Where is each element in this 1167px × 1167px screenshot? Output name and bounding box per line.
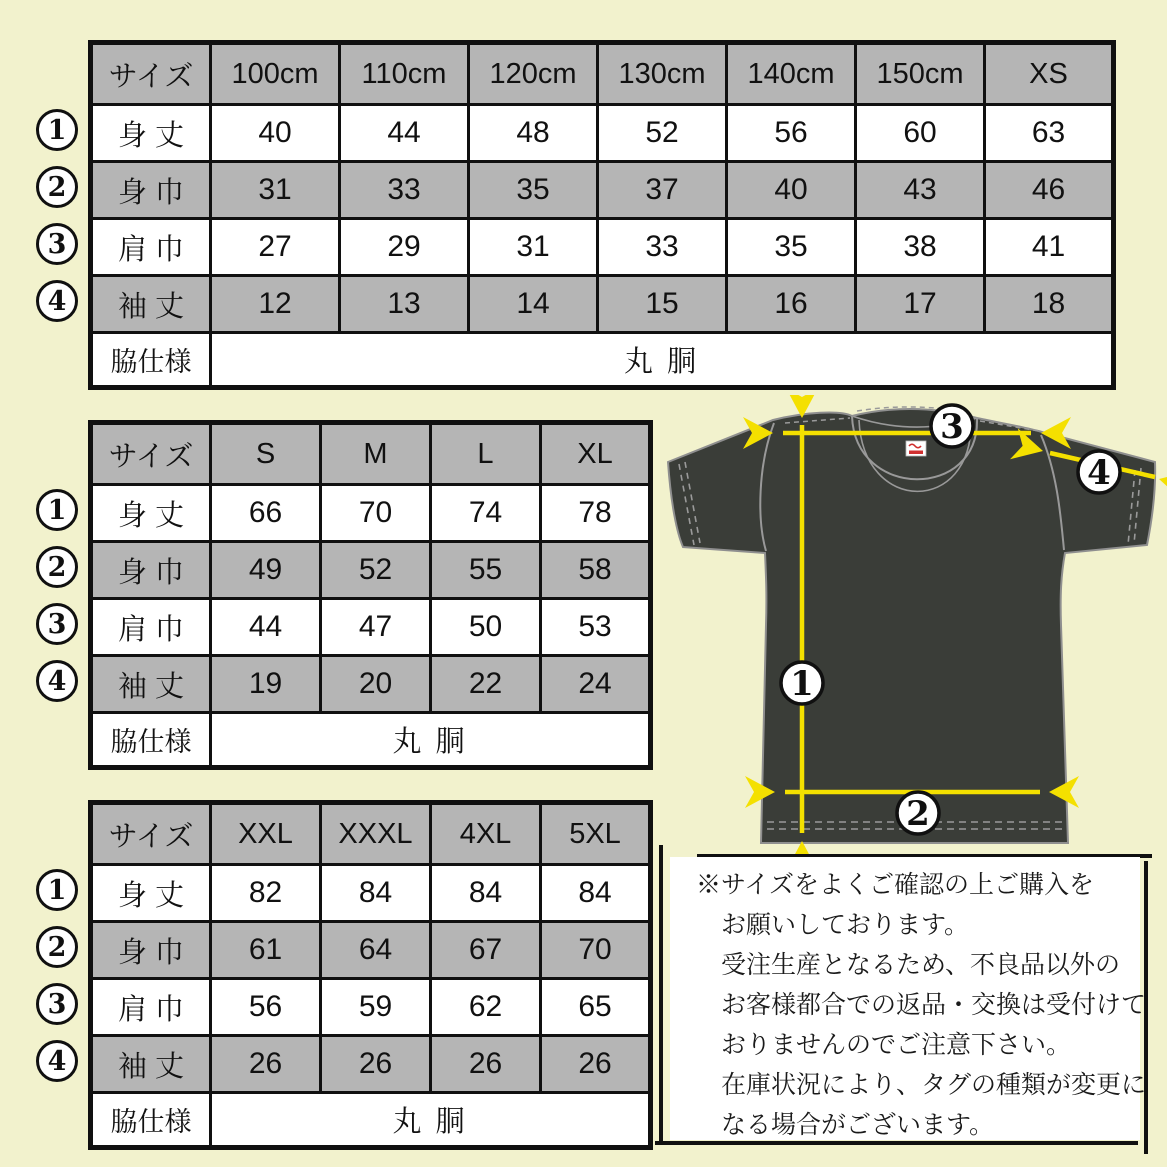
size-value: 12 [211, 276, 340, 333]
row-label: 身 巾 [91, 542, 211, 599]
row-marker-3 [36, 223, 78, 265]
row-label: 身 巾 [91, 922, 211, 979]
size-value: 62 [431, 979, 541, 1036]
row-label: 脇仕様 [91, 333, 211, 388]
row-label: 身 巾 [91, 162, 211, 219]
size-value: 44 [211, 599, 321, 656]
kids-header-row [91, 43, 1114, 105]
size-value: 29 [340, 219, 469, 276]
size-value: 16 [727, 276, 856, 333]
size-value: 44 [340, 105, 469, 162]
row-marker-4 [36, 660, 78, 702]
size-value: 53 [541, 599, 651, 656]
size-value: 64 [321, 922, 431, 979]
side-spec-row [91, 1093, 651, 1148]
size-value: 33 [340, 162, 469, 219]
marker-digit: 1 [47, 114, 67, 146]
body-length-row [91, 105, 1114, 162]
size-value: 31 [211, 162, 340, 219]
size-value: 27 [211, 219, 340, 276]
size-value: 56 [211, 979, 321, 1036]
side-spec-value: 丸 胴 [211, 1093, 651, 1148]
body-width-row [91, 542, 651, 599]
size-value: 74 [431, 485, 541, 542]
body-width-row [91, 162, 1114, 219]
size-value: 84 [321, 865, 431, 922]
notice-line: 受注生産となるため、不良品以外の [721, 951, 1121, 979]
row-label: 脇仕様 [91, 713, 211, 768]
size-value: 26 [541, 1036, 651, 1093]
printstar-brand-label-icon [906, 441, 926, 456]
sleeve-length-row [91, 656, 651, 713]
row-label: 身 丈 [91, 485, 211, 542]
size-value: 70 [541, 922, 651, 979]
size-value: 84 [431, 865, 541, 922]
size-value: 41 [985, 219, 1114, 276]
row-marker-1 [36, 869, 78, 911]
header-cell: XXXL [321, 803, 431, 865]
row-marker-1 [36, 109, 78, 151]
size-value: 56 [727, 105, 856, 162]
row-label: 袖 丈 [91, 276, 211, 333]
size-value: 46 [985, 162, 1114, 219]
row-marker-4 [36, 1040, 78, 1082]
size-value: 50 [431, 599, 541, 656]
size-value: 84 [541, 865, 651, 922]
size-value: 35 [727, 219, 856, 276]
body-length-row [91, 485, 651, 542]
body-width-row [91, 922, 651, 979]
header-cell: サイズ [91, 423, 211, 485]
marker-digit-1: 1 [790, 664, 814, 704]
header-cell: XS [985, 43, 1114, 105]
sleeve-length-row [91, 1036, 651, 1093]
size-value: 67 [431, 922, 541, 979]
row-marker-3 [36, 603, 78, 645]
plus-size-table [88, 800, 653, 1150]
header-cell: L [431, 423, 541, 485]
size-value: 37 [598, 162, 727, 219]
size-value: 52 [598, 105, 727, 162]
side-spec-value: 丸 胴 [211, 333, 1114, 388]
header-cell: 100cm [211, 43, 340, 105]
adult-size-table [88, 420, 653, 770]
size-value: 35 [469, 162, 598, 219]
size-value: 20 [321, 656, 431, 713]
header-cell: 5XL [541, 803, 651, 865]
size-value: 63 [985, 105, 1114, 162]
size-value: 13 [340, 276, 469, 333]
size-value: 49 [211, 542, 321, 599]
notice-frame-left [659, 845, 663, 1143]
size-value: 66 [211, 485, 321, 542]
size-value: 26 [211, 1036, 321, 1093]
size-value: 40 [727, 162, 856, 219]
row-label: 袖 丈 [91, 1036, 211, 1093]
side-spec-row [91, 333, 1114, 388]
size-value: 78 [541, 485, 651, 542]
row-label: 肩 巾 [91, 979, 211, 1036]
size-value: 19 [211, 656, 321, 713]
size-value: 22 [431, 656, 541, 713]
header-cell: 120cm [469, 43, 598, 105]
marker-digit: 4 [47, 665, 67, 697]
row-marker-4 [36, 280, 78, 322]
row-marker-3 [36, 983, 78, 1025]
shoulder-width-row [91, 599, 651, 656]
notice-line: ※サイズをよくご確認の上ご購入を [696, 871, 1095, 899]
notice-line: お客様都合での返品・交換は受付けて [721, 991, 1147, 1019]
header-cell: 150cm [856, 43, 985, 105]
marker-digit: 2 [47, 551, 67, 583]
tshirt-measurement-diagram [655, 395, 1167, 865]
row-label: 身 丈 [91, 105, 211, 162]
row-label: 袖 丈 [91, 656, 211, 713]
kids-size-table [88, 40, 1116, 390]
size-value: 26 [431, 1036, 541, 1093]
size-value: 14 [469, 276, 598, 333]
size-value: 38 [856, 219, 985, 276]
size-value: 65 [541, 979, 651, 1036]
header-cell: サイズ [91, 803, 211, 865]
row-marker-1 [36, 489, 78, 531]
marker-digit-4: 4 [1087, 453, 1111, 493]
size-value: 15 [598, 276, 727, 333]
marker-digit: 2 [47, 171, 67, 203]
body-length-row [91, 865, 651, 922]
size-value: 70 [321, 485, 431, 542]
notice-line: 在庫状況により、タグの種類が変更に [721, 1071, 1147, 1099]
size-value: 43 [856, 162, 985, 219]
header-cell: 130cm [598, 43, 727, 105]
notice-line: おりませんのでご注意下さい。 [721, 1031, 1072, 1059]
shoulder-width-row [91, 979, 651, 1036]
size-value: 17 [856, 276, 985, 333]
size-value: 33 [598, 219, 727, 276]
row-label: 身 丈 [91, 865, 211, 922]
marker-digit: 1 [47, 874, 67, 906]
size-value: 24 [541, 656, 651, 713]
marker-digit-2: 2 [906, 794, 930, 834]
header-cell: XL [541, 423, 651, 485]
header-cell: 4XL [431, 803, 541, 865]
row-marker-2 [36, 546, 78, 588]
size-value: 55 [431, 542, 541, 599]
size-value: 26 [321, 1036, 431, 1093]
row-label: 肩 巾 [91, 599, 211, 656]
shoulder-width-row [91, 219, 1114, 276]
size-value: 61 [211, 922, 321, 979]
size-value: 52 [321, 542, 431, 599]
size-value: 60 [856, 105, 985, 162]
marker-digit: 3 [47, 988, 67, 1020]
size-value: 59 [321, 979, 431, 1036]
header-cell: サイズ [91, 43, 211, 105]
size-value: 31 [469, 219, 598, 276]
sleeve-length-row [91, 276, 1114, 333]
marker-digit: 3 [47, 228, 67, 260]
size-value: 40 [211, 105, 340, 162]
plus-header-row [91, 803, 651, 865]
size-value: 18 [985, 276, 1114, 333]
row-marker-2 [36, 166, 78, 208]
marker-digit: 4 [47, 285, 67, 317]
header-cell: M [321, 423, 431, 485]
size-value: 58 [541, 542, 651, 599]
row-label: 脇仕様 [91, 1093, 211, 1148]
row-marker-2 [36, 926, 78, 968]
marker-digit-3: 3 [940, 407, 964, 447]
size-value: 48 [469, 105, 598, 162]
adult-header-row [91, 423, 651, 485]
row-label: 肩 巾 [91, 219, 211, 276]
notice-line: お願いしております。 [721, 911, 970, 939]
header-cell: 140cm [727, 43, 856, 105]
side-spec-row [91, 713, 651, 768]
marker-digit: 2 [47, 931, 67, 963]
marker-digit: 4 [47, 1045, 67, 1077]
size-value: 47 [321, 599, 431, 656]
header-cell: 110cm [340, 43, 469, 105]
size-value: 82 [211, 865, 321, 922]
purchase-notice-box [670, 857, 1147, 1140]
header-cell: S [211, 423, 321, 485]
header-cell: XXL [211, 803, 321, 865]
marker-digit: 3 [47, 608, 67, 640]
side-spec-value: 丸 胴 [211, 713, 651, 768]
marker-digit: 1 [47, 494, 67, 526]
notice-line: なる場合がございます。 [721, 1111, 995, 1139]
